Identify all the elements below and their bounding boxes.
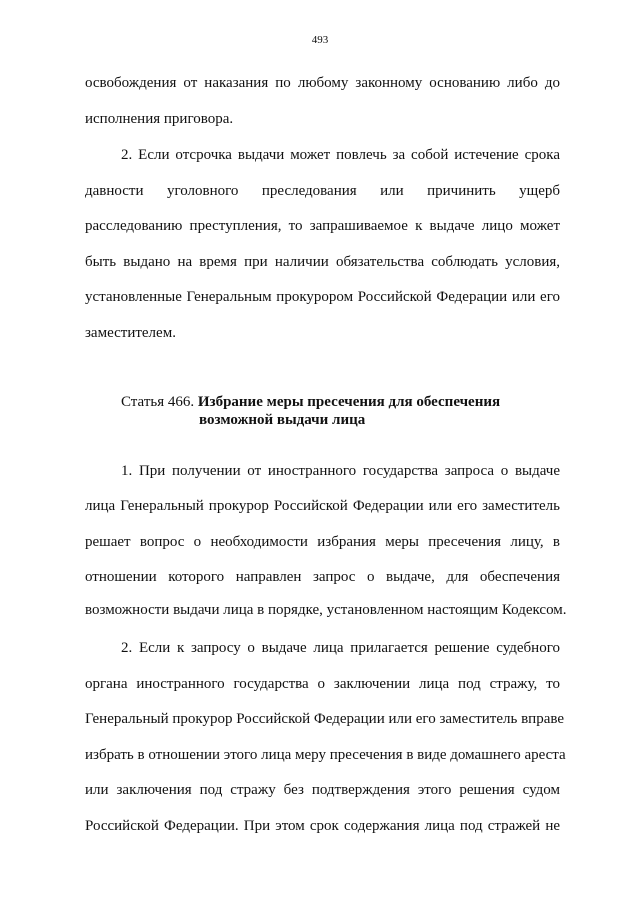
text-line: 2. Если к запросу о выдаче лица прилагается решение судебного bbox=[121, 640, 560, 656]
article-title-line-2: возможной выдачи лица bbox=[199, 412, 366, 428]
text-line: 1. При получении от иностранного государства запроса о выдаче bbox=[121, 463, 560, 479]
text-line: исполнения приговора. bbox=[85, 111, 234, 127]
text-line: быть выдано на время при наличии обязательства соблюдать условия, bbox=[85, 254, 560, 270]
text-line: органа иностранного государства о заключении лица под стражу, то bbox=[85, 676, 560, 692]
text-line: Российской Федерации. При этом срок содержания лица под стражей не bbox=[85, 818, 560, 834]
text-line: решает вопрос о необходимости избрания меры пресечения лицу, в bbox=[85, 534, 560, 550]
article-title-line-1: Избрание меры пресечения для обеспечения bbox=[197, 394, 501, 410]
text-line: отношении которого направлен запрос о выдаче, для обеспечения bbox=[85, 569, 560, 585]
text-line: возможности выдачи лица в порядке, установленном настоящим Кодексом. bbox=[85, 602, 567, 618]
text-line: лица Генеральный прокурор Российской Федерации или его заместитель bbox=[85, 498, 560, 514]
text-line: Генеральный прокурор Российской Федерации или его заместитель вправе bbox=[85, 711, 565, 727]
article-number: Статья 466. bbox=[121, 394, 195, 410]
text-line: или заключения под стражу без подтверждения этого решения судом bbox=[85, 782, 560, 798]
text-line: установленные Генеральным прокурором Российской Федерации или его bbox=[85, 289, 560, 305]
text-line: расследованию преступления, то запрашиваемое к выдаче лицо может bbox=[85, 218, 560, 234]
text-line: заместителем. bbox=[85, 325, 176, 341]
text-line: освобождения от наказания по любому законному основанию либо до bbox=[85, 75, 560, 91]
text-line: избрать в отношении этого лица меру пресечения в виде домашнего ареста bbox=[85, 747, 566, 763]
article-heading-continued bbox=[199, 411, 365, 429]
text-line: давности уголовного преследования или причинить ущерб bbox=[85, 183, 560, 199]
article-heading bbox=[121, 393, 500, 411]
page-number: 493 bbox=[311, 34, 329, 46]
text-line: 2. Если отсрочка выдачи может повлечь за собой истечение срока bbox=[121, 147, 560, 163]
